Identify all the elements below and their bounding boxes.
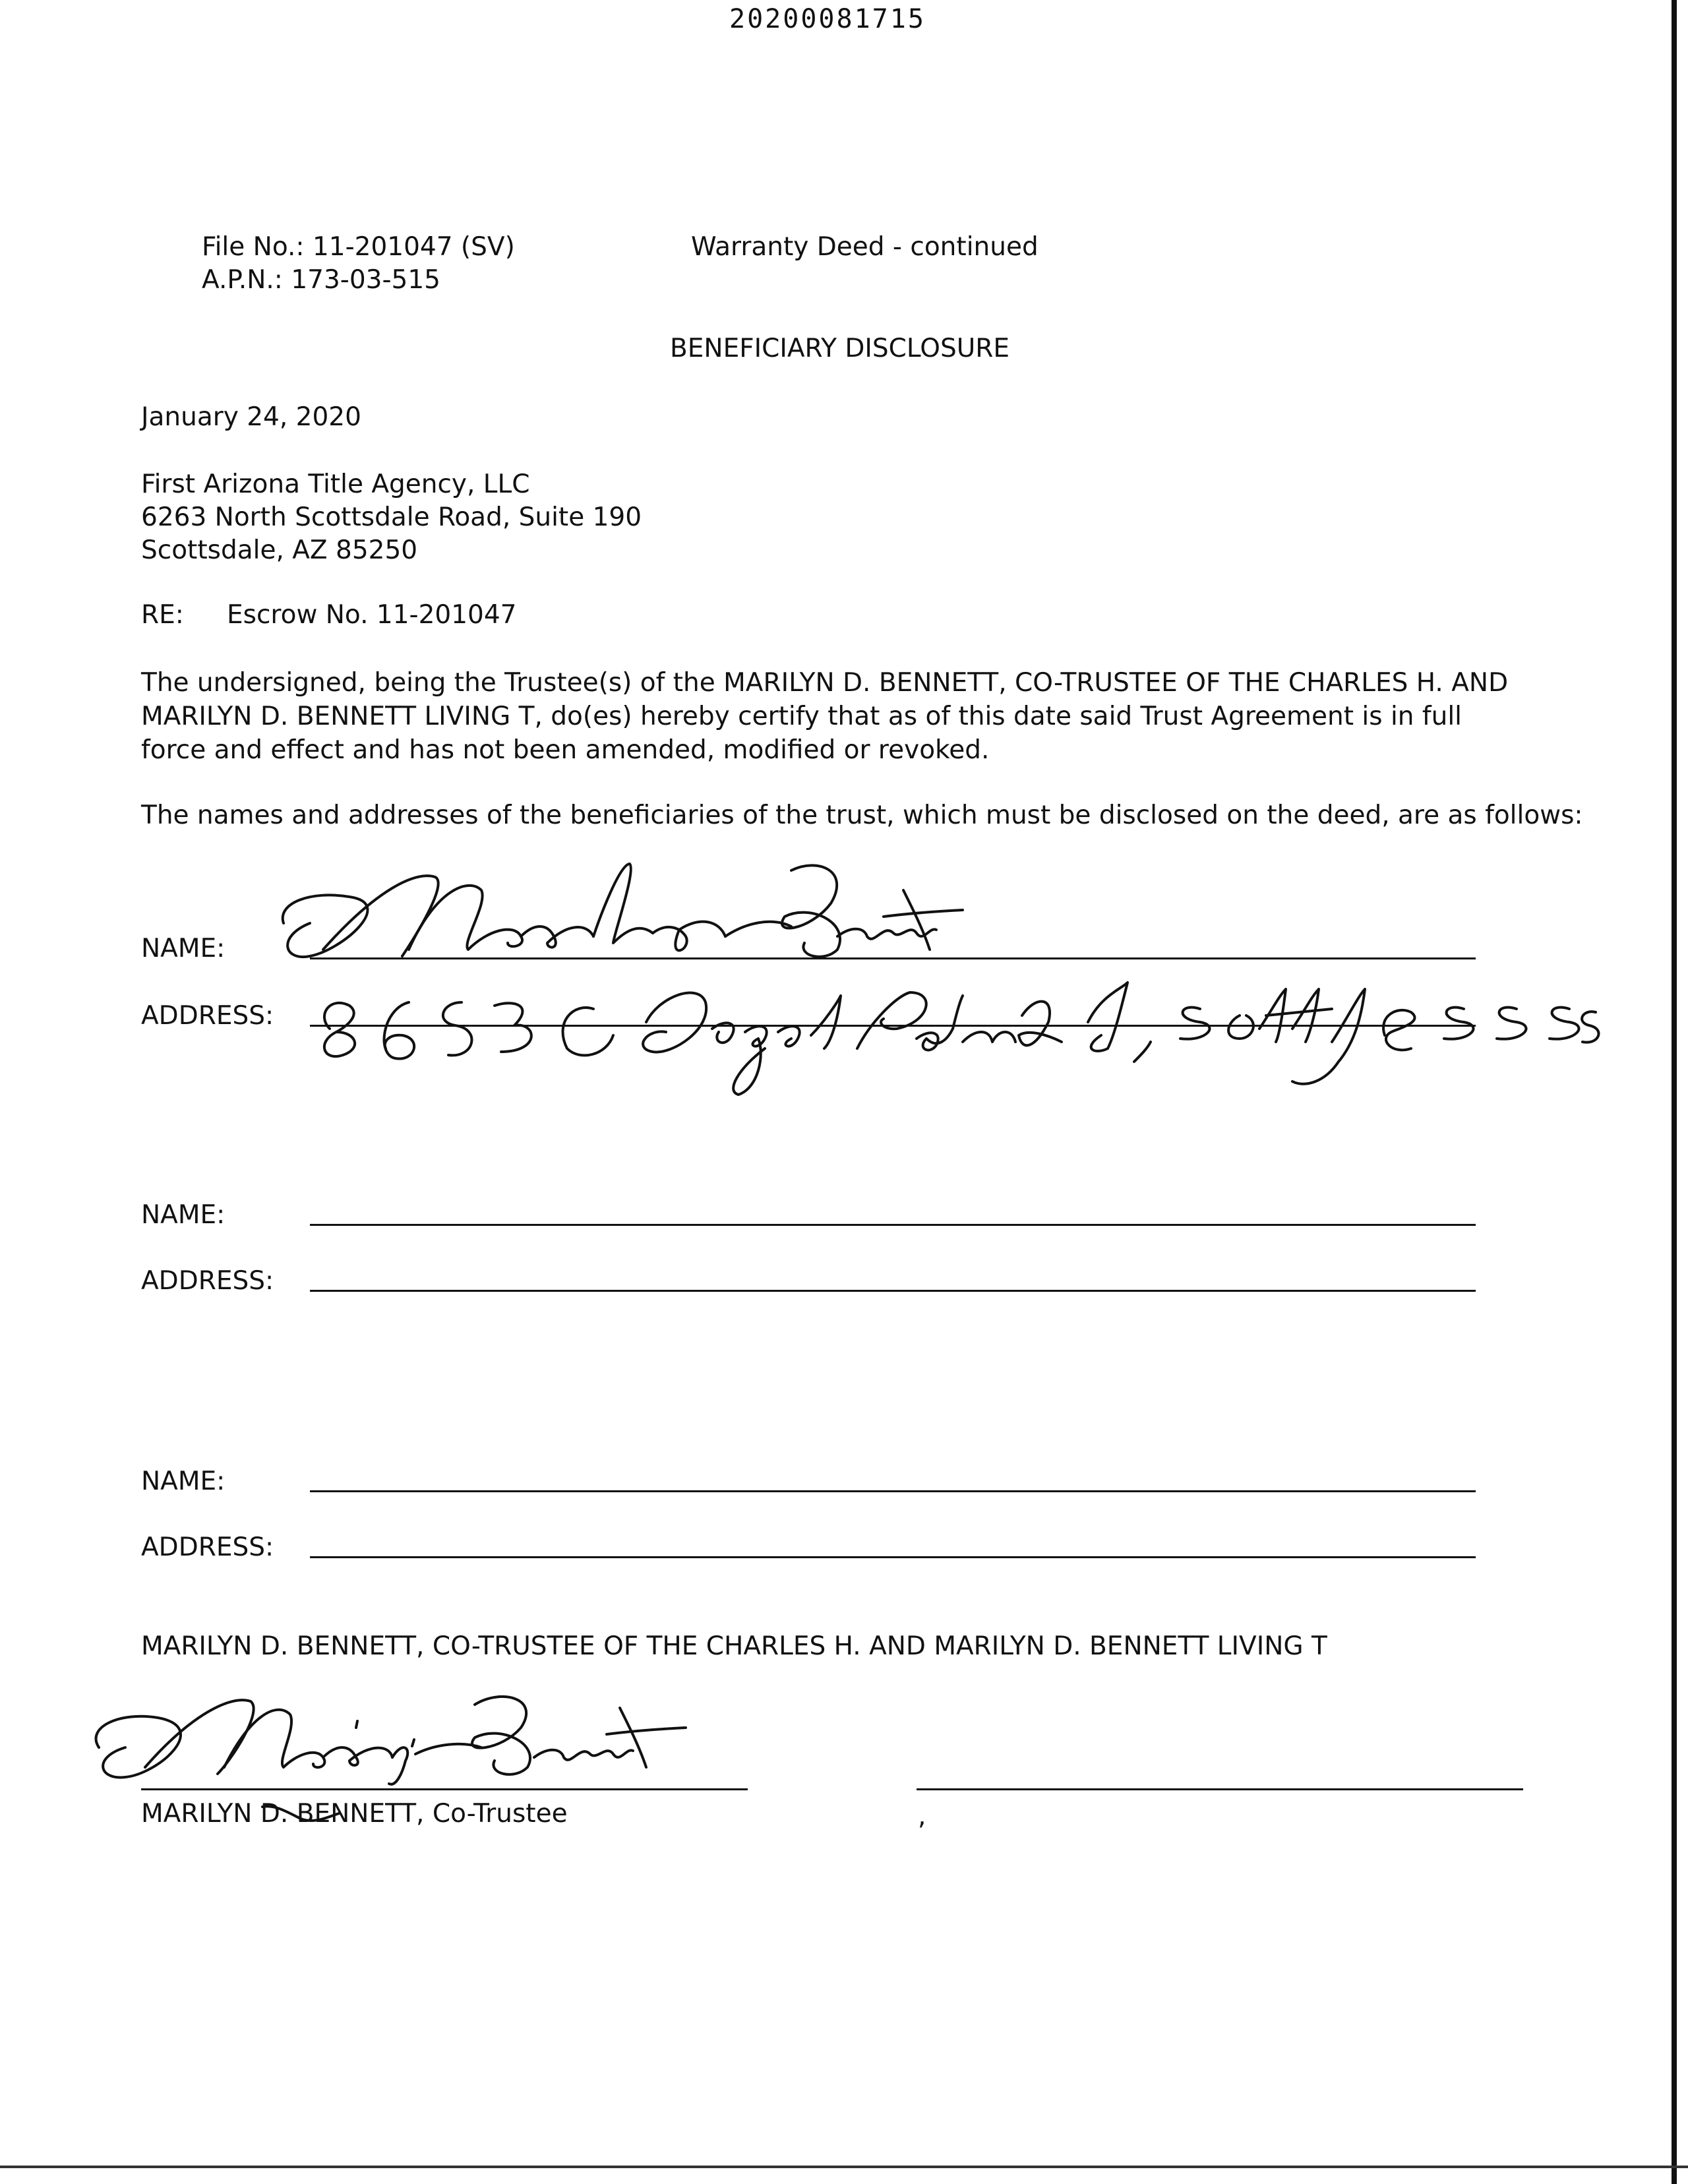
caption-pen-mark — [261, 1799, 340, 1832]
beneficiaries-intro: The names and addresses of the beneficiaries of the trust, which must be disclosed on the deed, are as follows: — [141, 801, 1583, 830]
beneficiary-2-address-label: ADDRESS: — [141, 1266, 274, 1296]
disclosure-title: BENEFICIARY DISCLOSURE — [670, 334, 1010, 363]
apn-number: A.P.N.: 173-03-515 — [202, 265, 440, 295]
addressee-line-1: First Arizona Title Agency, LLC — [141, 470, 530, 499]
file-number: File No.: 11-201047 (SV) — [202, 232, 515, 262]
certification-paragraph: The undersigned, being the Trustee(s) of the MARILYN D. BENNETT, CO-TRUSTEE OF THE CHARLES H. AND MARILYN D. BENNETT LIVING T, do(es) hereby certify that as of this date said Trust Agreement is in full force and effect and has not been amended, modified or revoked. — [141, 668, 1509, 765]
addressee-line-3: Scottsdale, AZ 85250 — [141, 535, 418, 565]
beneficiary-3-name-line — [310, 1490, 1476, 1492]
scan-edge-bottom — [0, 2166, 1688, 2168]
beneficiary-1-handwritten-address — [303, 956, 1609, 1108]
second-signer-caption: , — [918, 1802, 926, 1831]
trustee-signature-line — [141, 1788, 748, 1790]
scan-edge-right — [1672, 0, 1677, 2184]
document-title: Warranty Deed - continued — [691, 232, 1039, 262]
re-label: RE: — [141, 600, 184, 630]
letter-date: January 24, 2020 — [141, 402, 361, 432]
recording-number: 20200081715 — [729, 4, 926, 34]
beneficiary-1-address-label: ADDRESS: — [141, 1001, 274, 1031]
beneficiary-2-name-line — [310, 1224, 1476, 1226]
beneficiary-3-address-line — [310, 1556, 1476, 1558]
beneficiary-2-name-label: NAME: — [141, 1200, 226, 1230]
beneficiary-1-name-label: NAME: — [141, 934, 226, 963]
re-escrow-number: Escrow No. 11-201047 — [227, 600, 517, 630]
beneficiary-3-name-label: NAME: — [141, 1467, 226, 1496]
trustee-signature — [79, 1675, 692, 1787]
trustee-signer-caption: MARILYN D. BENNETT, Co-Trustee — [141, 1799, 568, 1829]
trust-name-line: MARILYN D. BENNETT, CO-TRUSTEE OF THE CHARLES H. AND MARILYN D. BENNETT LIVING T — [141, 1631, 1327, 1661]
beneficiary-2-address-line — [310, 1290, 1476, 1292]
second-signature-line — [917, 1788, 1523, 1790]
beneficiary-3-address-label: ADDRESS: — [141, 1532, 274, 1562]
addressee-line-2: 6263 North Scottsdale Road, Suite 190 — [141, 502, 642, 532]
